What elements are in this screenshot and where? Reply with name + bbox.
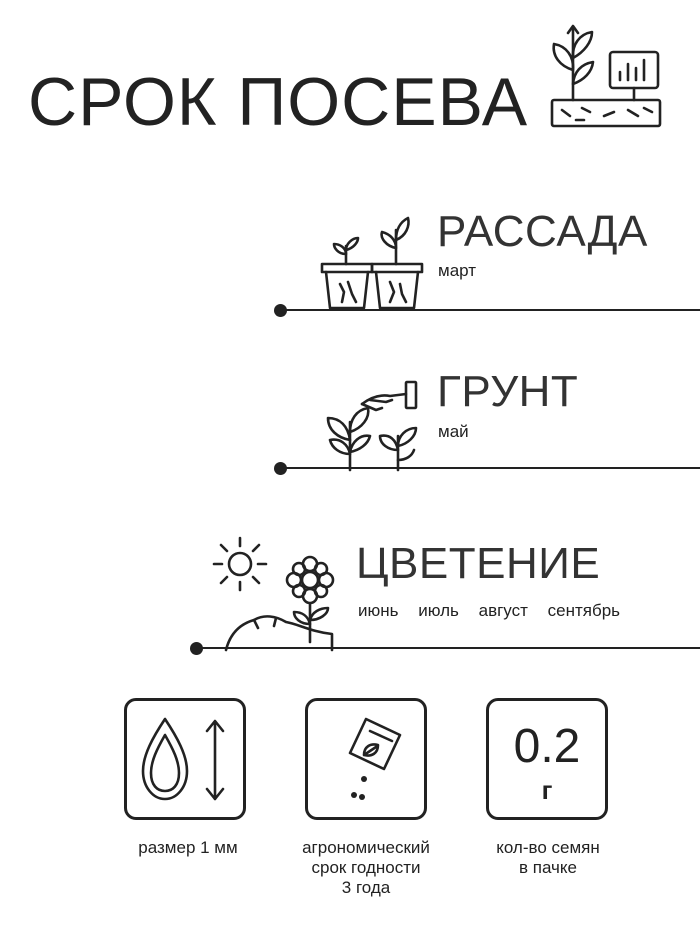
stage-title-bloom: ЦВЕТЕНИЕ	[356, 539, 601, 588]
stage-title-seedling: РАССАДА	[437, 207, 648, 256]
seed-count-caption	[470, 838, 626, 878]
caption-line: кол-во семян	[496, 838, 600, 857]
month-label: июнь	[358, 601, 399, 620]
seedling-pots-icon	[318, 212, 426, 310]
timeline-line	[280, 309, 700, 311]
stage-month-seedling: март	[438, 261, 477, 280]
seed-size-icon	[135, 711, 235, 807]
caption-line: в пачке	[519, 858, 577, 877]
seed-packet-icon	[324, 711, 414, 807]
hand-planting-icon	[322, 374, 422, 470]
stage-month-ground: май	[438, 422, 469, 441]
stage-title-ground: ГРУНТ	[437, 367, 579, 416]
month-label: август	[478, 601, 528, 620]
bloom-months	[358, 602, 635, 619]
page-title: СРОК ПОСЕВА	[28, 64, 529, 140]
shelf-life-box	[305, 698, 427, 820]
seedling-chart-icon	[548, 20, 666, 132]
flower-hill-icon	[224, 554, 336, 650]
seed-size-box	[124, 698, 246, 820]
timeline-line	[280, 467, 700, 469]
shelf-life-caption	[282, 838, 450, 898]
seed-count-value: 0.2	[513, 720, 581, 773]
seed-count-unit: г	[541, 775, 553, 805]
caption-line: 3 года	[341, 878, 391, 897]
seed-size-caption: размер 1 мм	[138, 838, 238, 857]
month-label: июль	[418, 601, 459, 620]
seed-count-box	[486, 698, 608, 820]
timeline-line	[196, 647, 700, 649]
caption-line: агрономический	[302, 838, 430, 857]
caption-line: срок годности	[311, 858, 421, 877]
month-label: сентябрь	[547, 601, 621, 620]
